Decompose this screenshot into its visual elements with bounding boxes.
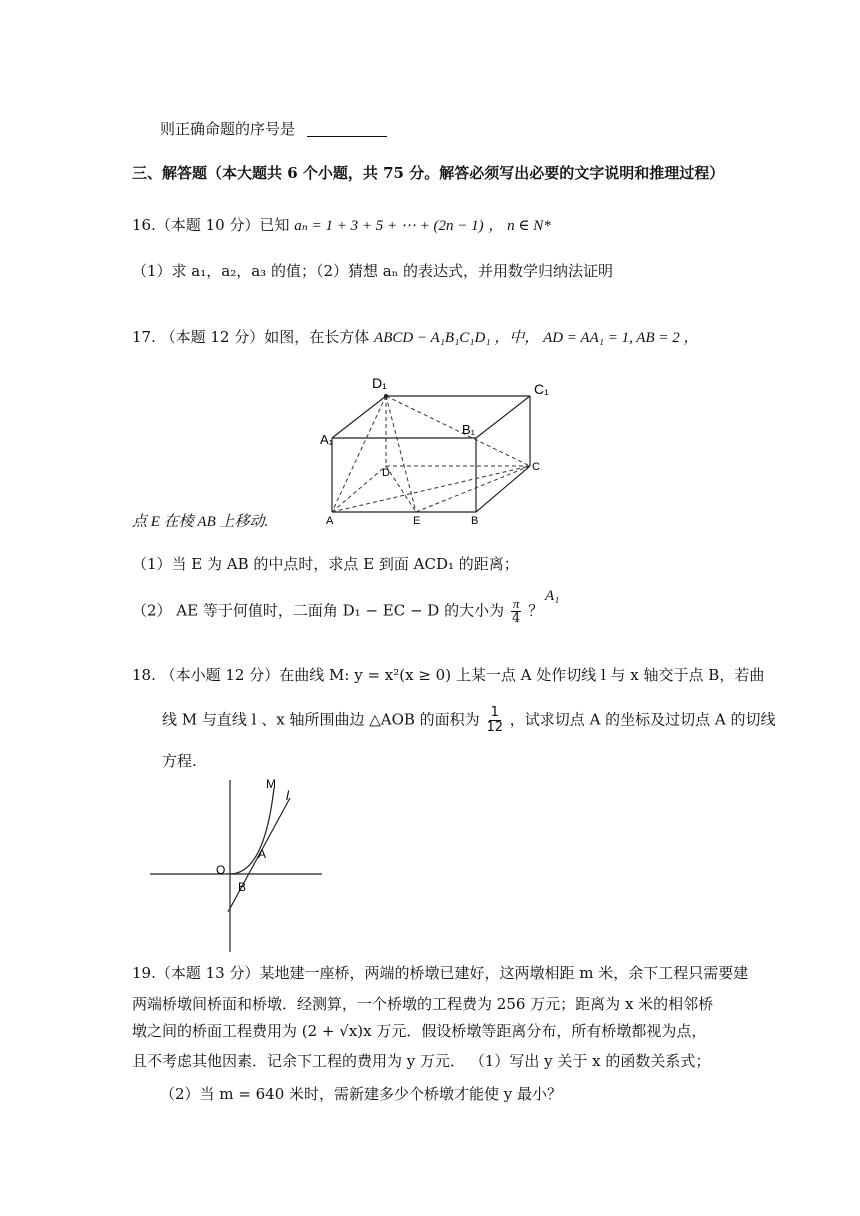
line-d1c	[386, 396, 530, 466]
q17-part2: （2） AE 等于何值时，二面角 D₁ − EC − D 的大小为 $\frac{\pi}{4}$ ？	[132, 596, 544, 626]
label-m: M	[266, 777, 276, 791]
one-twelfth: $\frac{1}{12}$	[486, 705, 504, 735]
label-a1: A₁	[320, 432, 334, 447]
edge-b1c1	[476, 396, 530, 438]
q17-after-figure: 点 E 在棱 AB 上移动.	[132, 514, 269, 530]
q18-line1: 18. （本小题 12 分）在曲线 M: y = x²(x ≥ 0) 上某一点 A 处作切线 l 与 x 轴交于点 B，若曲	[132, 666, 765, 684]
label-a-point: A	[258, 847, 267, 861]
label-d: D	[382, 467, 390, 479]
label-b1: B₁	[462, 422, 476, 437]
point-d1	[384, 394, 388, 398]
edge-a1d1	[332, 396, 386, 438]
q16-line1	[132, 214, 551, 235]
q17-head: 17. （本题 12 分）如图，在长方体	[132, 328, 370, 346]
label-b: B	[471, 515, 479, 527]
q17-part1: （1）当 E 为 AB 的中点时，求点 E 到面 ACD₁ 的距离；	[132, 555, 519, 573]
label-d1: D₁	[372, 375, 387, 391]
label-b-point: B	[238, 880, 247, 894]
label-c1: C₁	[534, 381, 549, 397]
q16-domain: ， n ∈ N*	[488, 218, 551, 234]
pi-over-4: $\frac{\pi}{4}$	[512, 596, 521, 626]
section-heading: 三、解答题（本大题共 6 个小题，共 75 分。解答必须写出必要的文字说明和推理过程）	[132, 164, 725, 182]
edge-bc	[476, 466, 530, 512]
line-de	[386, 466, 416, 512]
line-ec	[416, 466, 530, 512]
answer-prompt: 则正确命题的序号是	[160, 120, 296, 138]
edge-ad	[332, 466, 386, 512]
label-e: E	[413, 515, 421, 527]
stray-a1: A₁	[545, 588, 560, 604]
line-d1a	[332, 396, 386, 512]
q19-line4: 且不考虑其他因素．记余下工程的费用为 y 万元． （1）写出 y 关于 x 的函数关系式；	[132, 1052, 711, 1070]
q19-line2: 两端桥墩间桥面和桥墩．经测算，一个桥墩的工程费为 256 万元；距离为 x 米的相邻桥	[132, 995, 714, 1013]
answer-line	[160, 118, 387, 139]
label-l: l	[286, 788, 289, 803]
q17-line1	[132, 326, 699, 347]
curve-tangent-figure	[146, 774, 326, 954]
q16-line2: （1）求 a₁，a₂，a₃ 的值；（2）猜想 aₙ 的表达式，并用数学归纳法证明	[132, 262, 613, 280]
q16-head: 16.（本题 10 分）已知	[132, 216, 290, 234]
q19-line5: （2）当 m = 640 米时，需新建多少个桥墩才能使 y 最小？	[160, 1085, 563, 1103]
q18-line2: 线 M 与直线 l 、x 轴所围曲边 △AOB 的面积为 $\frac{1}{12}$ ，试求切点 A 的坐标及过切点 A 的切线	[162, 705, 776, 735]
q16-formula: aₙ = 1 + 3 + 5 + ⋯ + (2n − 1)	[294, 218, 484, 234]
q18-line3: 方程.	[162, 752, 197, 770]
q17-body: ABCD − A₁B₁C₁D₁ ，中， AD = AA₁ = 1, AB = 2 ，	[374, 330, 699, 346]
curve-m	[230, 788, 274, 874]
line-d1e	[386, 396, 416, 512]
label-o: O	[216, 863, 226, 877]
answer-blank[interactable]	[307, 135, 387, 137]
label-c: C	[532, 461, 540, 473]
line-ac	[332, 466, 530, 512]
cuboid-figure	[320, 372, 560, 528]
q19-line1: 19.（本题 13 分）某地建一座桥，两端的桥墩已建好，这两墩相距 m 米，余下工程只需要建	[132, 964, 749, 982]
label-a: A	[326, 515, 334, 527]
q19-line3: 墩之间的桥面工程费用为 (2 + √x)x 万元．假设桥墩等距离分布，所有桥墩都视为点，	[132, 1022, 707, 1040]
